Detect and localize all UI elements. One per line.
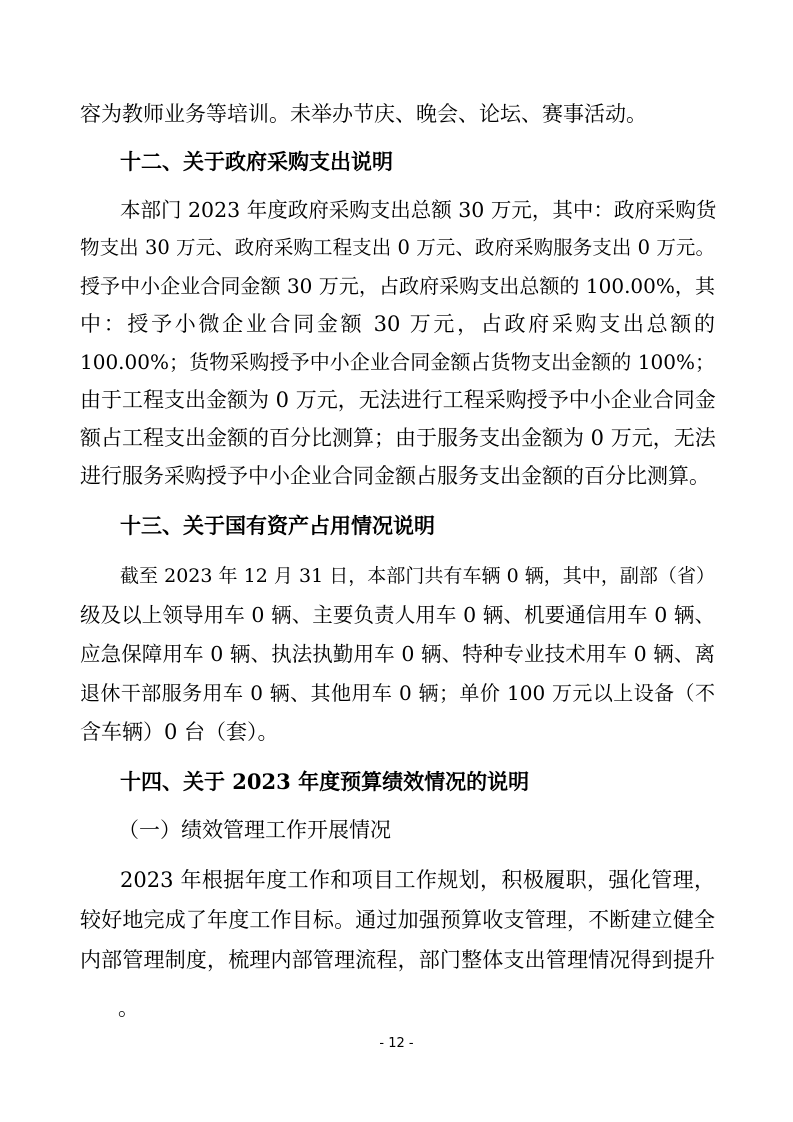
- paragraph-line: 。: [118, 996, 139, 1020]
- paragraph-line: 内部管理制度，梳理内部管理流程，部门整体支出管理情况得到提升: [80, 948, 715, 972]
- section-heading-13: 十三、关于国有资产占用情况说明: [120, 513, 435, 538]
- paragraph-line: 100.00%；货物采购授予中小企业合同金额占货物支出金额的 100%；: [80, 350, 715, 374]
- paragraph-line: 含车辆）0 台（套）。: [80, 720, 279, 744]
- paragraph-line: 退休干部服务用车 0 辆、其他用车 0 辆；单价 100 万元以上设备（不: [80, 681, 715, 705]
- paragraph-line: 中：授予小微企业合同金额 30 万元，占政府采购支出总额的: [80, 312, 715, 336]
- section-heading-12: 十二、关于政府采购支出说明: [120, 149, 393, 174]
- paragraph-line: 授予中小企业合同金额 30 万元，占政府采购支出总额的 100.00%，其: [80, 274, 715, 298]
- section-heading-14: 十四、关于 2023 年度预算绩效情况的说明: [120, 769, 530, 794]
- paragraph-line: 容为教师业务等培训。未举办节庆、晚会、论坛、赛事活动。: [80, 102, 647, 126]
- paragraph-line: 2023 年根据年度工作和项目工作规划，积极履职，强化管理，: [120, 868, 715, 892]
- paragraph-line: 由于工程支出金额为 0 万元，无法进行工程采购授予中小企业合同金: [80, 388, 716, 412]
- paragraph-line: 物支出 30 万元、政府采购工程支出 0 万元、政府采购服务支出 0 万元。: [80, 236, 715, 259]
- subsection-heading: （一）绩效管理工作开展情况: [118, 818, 391, 842]
- paragraph-line: 额占工程支出金额的百分比测算；由于服务支出金额为 0 万元，无法: [80, 426, 716, 450]
- paragraph-line: 应急保障用车 0 辆、执法执勤用车 0 辆、特种专业技术用车 0 辆、离: [80, 642, 715, 666]
- paragraph-line: 进行服务采购授予中小企业合同金额占服务支出金额的百分比测算。: [80, 464, 710, 488]
- paragraph-line: 级及以上领导用车 0 辆、主要负责人用车 0 辆、机要通信用车 0 辆、: [80, 603, 715, 627]
- paragraph-line: 截至 2023 年 12 月 31 日，本部门共有车辆 0 辆，其中，副部（省）: [120, 565, 715, 587]
- paragraph-line: 本部门 2023 年度政府采购支出总额 30 万元，其中：政府采购货: [120, 198, 717, 222]
- page-number: - 12 -: [379, 1036, 414, 1051]
- paragraph-line: 较好地完成了年度工作目标。通过加强预算收支管理，不断建立健全: [80, 908, 715, 932]
